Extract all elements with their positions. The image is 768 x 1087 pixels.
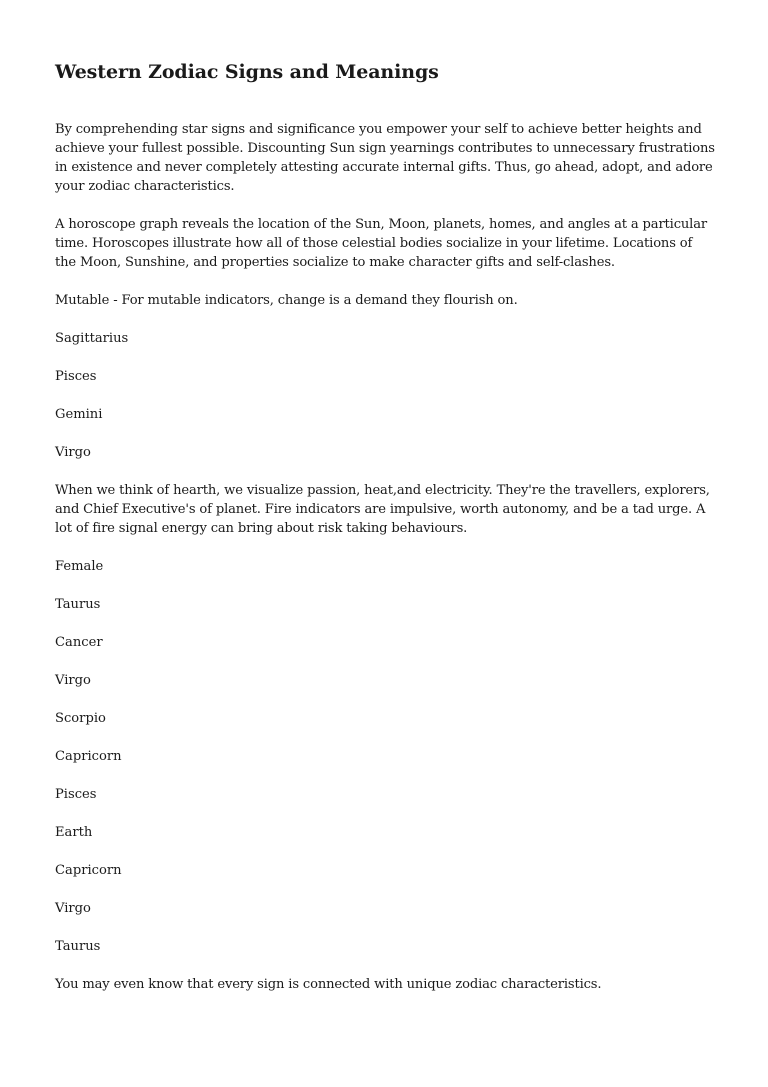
list-item: Virgo: [55, 445, 91, 460]
list-item: Virgo: [55, 673, 91, 688]
list-item: Sagittarius: [55, 331, 129, 346]
list-item: Gemini: [55, 407, 103, 422]
female-heading: Female: [55, 559, 104, 574]
list-item: Pisces: [55, 787, 97, 802]
earth-sign-list: [55, 861, 717, 956]
horoscope-paragraph: A horoscope graph reveals the location of the Sun, Moon, planets, homes, and angles at a particular time. Horoscopes illustrate how all of those celestial bodies socialize in your lifetime. Locations of the Moon, Sunshine, and properties socialize to make character gifts and self-clashes.: [55, 217, 707, 270]
closing-paragraph: You may even know that every sign is connected with unique zodiac characteristics.: [55, 977, 602, 992]
list-item: Virgo: [55, 901, 91, 916]
page-title: Western Zodiac Signs and Meanings: [55, 61, 439, 83]
list-item: Taurus: [55, 939, 101, 954]
document-page: [55, 58, 717, 1013]
list-item: Capricorn: [55, 863, 122, 878]
intro-paragraph: By comprehending star signs and significance you empower your self to achieve better heights and achieve your fullest possible. Discounting Sun sign yearnings contributes to unnecessary frustrations in existence and never completely attesting accurate internal gifts. Thus, go ahead, adopt, and adore your zodiac characteristics.: [55, 122, 715, 194]
fire-paragraph: When we think of hearth, we visualize passion, heat,and electricity. They're the travellers, explorers, and Chief Executive's of planet. Fire indicators are impulsive, worth autonomy, and be a tad urge. A lot of fire signal energy can bring about risk taking behaviours.: [55, 483, 710, 536]
list-item: Capricorn: [55, 749, 122, 764]
mutable-sign-list: [55, 329, 717, 462]
female-sign-list: [55, 595, 717, 804]
earth-heading: Earth: [55, 825, 93, 840]
list-item: Taurus: [55, 597, 101, 612]
list-item: Pisces: [55, 369, 97, 384]
list-item: Cancer: [55, 635, 103, 650]
mutable-paragraph: Mutable - For mutable indicators, change is a demand they flourish on.: [55, 293, 518, 308]
list-item: Scorpio: [55, 711, 106, 726]
